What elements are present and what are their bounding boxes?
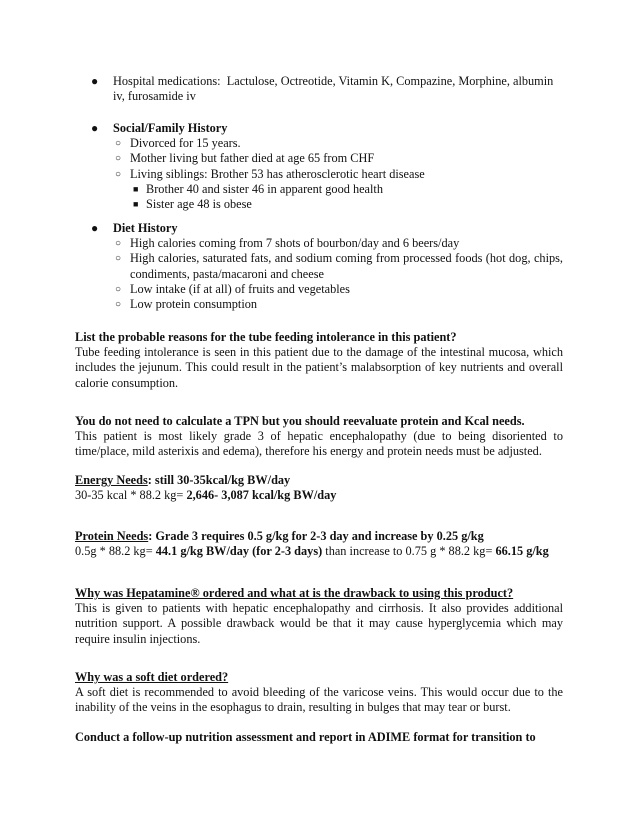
medications-section <box>75 74 563 104</box>
bullet-icon: ● <box>91 74 99 88</box>
question-heading: You do not need to calculate a TPN but you should reevaluate protein and Kcal needs. <box>75 414 525 428</box>
circle-bullet-icon: ○ <box>115 253 122 265</box>
reevaluate-needs-section <box>75 414 563 460</box>
question-heading: Why was Hepatamine® ordered and what at is the drawback to using this product? <box>75 586 514 600</box>
diet-heading: Diet History <box>113 221 178 235</box>
social-item: ○ Living siblings: Brother 53 has atherosclerotic heart disease <box>115 166 425 181</box>
energy-needs-section <box>75 473 563 503</box>
energy-heading: Energy Needs: still 30-35kcal/kg BW/day <box>75 473 291 487</box>
social-item: ○ Mother living but father died at age 65 from CHF <box>115 151 375 166</box>
energy-label: Energy Needs <box>75 473 148 487</box>
square-bullet-icon: ■ <box>133 199 139 210</box>
circle-bullet-icon: ○ <box>115 153 122 165</box>
answer-text: This is given to patients with hepatic encephalopathy and cirrhosis. It also provides additional nutrition support. A possible drawback would be that it may cause hyperglycemia which may require insulin injections. <box>75 601 563 646</box>
circle-bullet-icon: ○ <box>115 238 122 250</box>
energy-result: 2,646- 3,087 kcal/kg BW/day <box>186 488 337 503</box>
medications-text: Lactulose, Octreotide, Vitamin K, Compazine, Morphine, albumin iv, furosamide iv <box>113 74 554 104</box>
social-subitem: ■ Brother 40 and sister 46 in apparent good health <box>133 181 383 196</box>
medications-item <box>75 74 563 104</box>
medications-label: Hospital medications: <box>113 74 221 88</box>
diet-item: ○ High calories coming from 7 shots of bourbon/day and 6 beers/day <box>115 236 460 251</box>
circle-bullet-icon: ○ <box>115 283 122 295</box>
bullet-icon: ● <box>91 121 99 135</box>
question-heading: List the probable reasons for the tube feeding intolerance in this patient? <box>75 330 457 344</box>
social-subitem: ■ Sister age 48 is obese <box>133 197 252 212</box>
social-item: ○ Divorced for 15 years. <box>115 136 241 151</box>
answer-text: A soft diet is recommended to avoid bleeding of the varicose veins. This would occur due to the inability of the veins in the esophagus to drain, resulting in bulges that may tear or burst. <box>75 685 563 715</box>
protein-label: Protein Needs <box>75 529 149 543</box>
diet-item: ○ Low intake (if at all) of fruits and vegetables <box>115 281 350 296</box>
diet-history-section <box>75 221 563 312</box>
circle-bullet-icon: ○ <box>115 299 122 311</box>
circle-bullet-icon: ○ <box>115 138 122 150</box>
protein-heading: Protein Needs: Grade 3 requires 0.5 g/kg for 2-3 day and increase by 0.25 g/kg <box>75 529 484 543</box>
square-bullet-icon: ■ <box>133 183 139 194</box>
diet-item: ○ High calories, saturated fats, and sodium coming from processed foods (hot dog, chips, condiments, pasta/macaroni and cheese <box>115 251 563 281</box>
diet-heading-item <box>75 221 563 236</box>
adime-section <box>75 730 563 745</box>
circle-bullet-icon: ○ <box>115 168 122 180</box>
question-heading: Conduct a follow-up nutrition assessment and report in ADIME format for transition to <box>75 730 536 744</box>
soft-diet-section <box>75 670 563 716</box>
diet-item: ○ Low protein consumption <box>115 297 258 312</box>
question-heading: Why was a soft diet ordered? <box>75 670 229 684</box>
bullet-icon: ● <box>91 221 99 235</box>
tube-feeding-section <box>75 330 563 391</box>
hepatamine-section <box>75 586 563 647</box>
social-history-section <box>75 121 563 212</box>
social-heading-item <box>75 121 563 136</box>
protein-calculation: 0.5g * 88.2 kg= 44.1 g/kg BW/day (for 2-3 days) than increase to 0.75 g * 88.2 kg= 66.15 g/kg <box>75 544 549 559</box>
answer-text: Tube feeding intolerance is seen in this patient due to the damage of the intestinal mucosa, which includes the jejunum. This could result in the patient’s malabsorption of key nutrients and overall calorie consumption. <box>75 345 563 390</box>
answer-text: This patient is most likely grade 3 of hepatic encephalopathy (due to being disoriented to time/place, mild asterixis and edema), therefore his energy and protein needs must be adjusted. <box>75 429 563 459</box>
social-heading: Social/Family History <box>113 121 228 135</box>
protein-needs-section <box>75 529 563 559</box>
energy-calculation: 30-35 kcal * 88.2 kg= 2,646- 3,087 kcal/kg BW/day <box>75 488 337 503</box>
